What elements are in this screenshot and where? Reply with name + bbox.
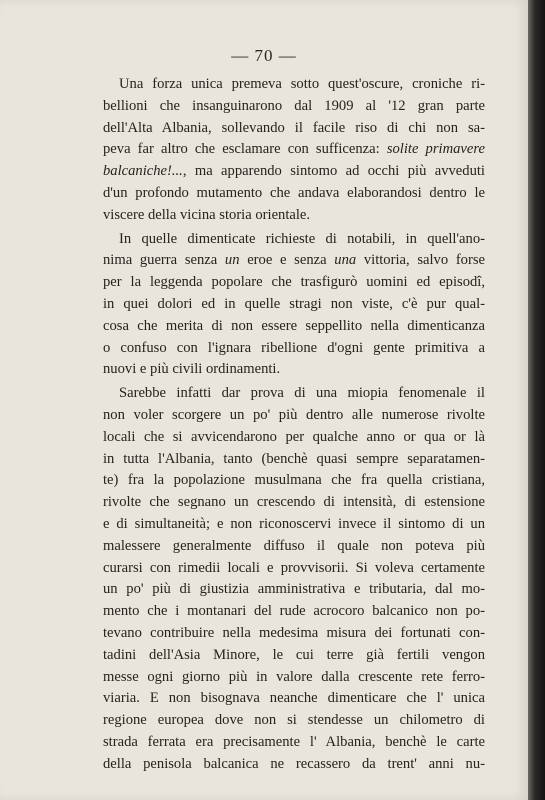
text-line: strada ferrata era precisamente l' Albania, benchè le carte xyxy=(103,733,485,750)
text-line: e di simultaneità; e non riconoscervi invece il sintomo di un xyxy=(103,515,485,532)
text-line: regione europea dove non si stendesse un chilometro di xyxy=(103,712,485,729)
page-number: — 70 — xyxy=(231,46,297,65)
text-line: nuovi e più civili ordinamenti. xyxy=(103,361,281,378)
text-line: o confuso con l'ignara ribellione d'ogni gente primitiva a xyxy=(103,339,485,356)
text-line: locali che si avvicendarono per qualche anno or qua or là xyxy=(103,428,485,445)
text-line: viaria. E non bisognava neanche dimenticare che l' unica xyxy=(103,690,485,707)
text-line: Sarebbe infatti dar prova di una miopia fenomenale il xyxy=(119,385,485,402)
text-line: tevano contribuire nella medesima misura dei fortunati con- xyxy=(103,624,485,641)
text-line: peva far altro che esclamare con sufficenza: solite primavere xyxy=(103,141,485,158)
paragraph-1 xyxy=(103,74,485,227)
text-line: un po' più di giustizia amministrativa e tributaria, dal mo- xyxy=(103,581,485,598)
text-line: rivolte che segnano un crescendo di intensità, di estensione xyxy=(103,494,485,511)
body-text xyxy=(103,74,485,776)
text-line: Una forza unica premeva sotto quest'oscure, croniche ri- xyxy=(119,76,485,92)
text-line: bellioni che insanguinarono dal 1909 al '12 gran parte xyxy=(103,97,485,114)
text-line: della penisola balcanica ne recassero da trent' anni nu- xyxy=(103,755,485,772)
text-line: per la leggenda popolare che trasfigurò uomini ed episodî, xyxy=(103,274,485,291)
text-line: mento che i montanari del rude acrocoro balcanico non po- xyxy=(103,603,485,620)
paragraph-2 xyxy=(103,229,485,382)
text-line: balcaniche!..., ma apparendo sintomo ad occhi più avveduti xyxy=(103,163,485,180)
text-line: d'un profondo mutamento che andava elaborandosi dentro le xyxy=(103,184,485,201)
text-line: tadini dell'Asia Minore, le cui terre già fertili vengon xyxy=(103,646,485,663)
text-line: in quei dolori ed in quelle stragi non viste, c'è pur qual- xyxy=(103,295,485,312)
book-spine-shadow xyxy=(528,0,545,800)
text-line: cosa che merita di non essere seppellito nella dimenticanza xyxy=(103,317,485,334)
text-line: In quelle dimenticate richieste di notabili, in quell'ano- xyxy=(119,230,485,247)
text-line: dell'Alta Albania, sollevando il facile riso di chi non sa- xyxy=(103,119,485,136)
text-line: viscere della vicina storia orientale. xyxy=(103,206,311,223)
text-line: curarsi con rimedii locali e provvisorii. Si voleva certamente xyxy=(103,559,485,576)
text-line: nima guerra senza un eroe e senza una vittoria, salvo forse xyxy=(103,252,485,269)
text-line: non voler scorgere un po' più dentro alle numerose rivolte xyxy=(103,406,485,423)
text-line: te) fra la popolazione musulmana che fra quella cristiana, xyxy=(103,472,485,489)
paragraph-3 xyxy=(103,383,485,775)
text-line: in tutta l'Albania, tanto (benchè quasi sempre separatamen- xyxy=(103,450,485,467)
text-line: messe ogni giorno più in valore dalla crescente rete ferro- xyxy=(103,668,485,685)
text-line: malessere generalmente diffuso il quale non poteva più xyxy=(103,537,485,554)
